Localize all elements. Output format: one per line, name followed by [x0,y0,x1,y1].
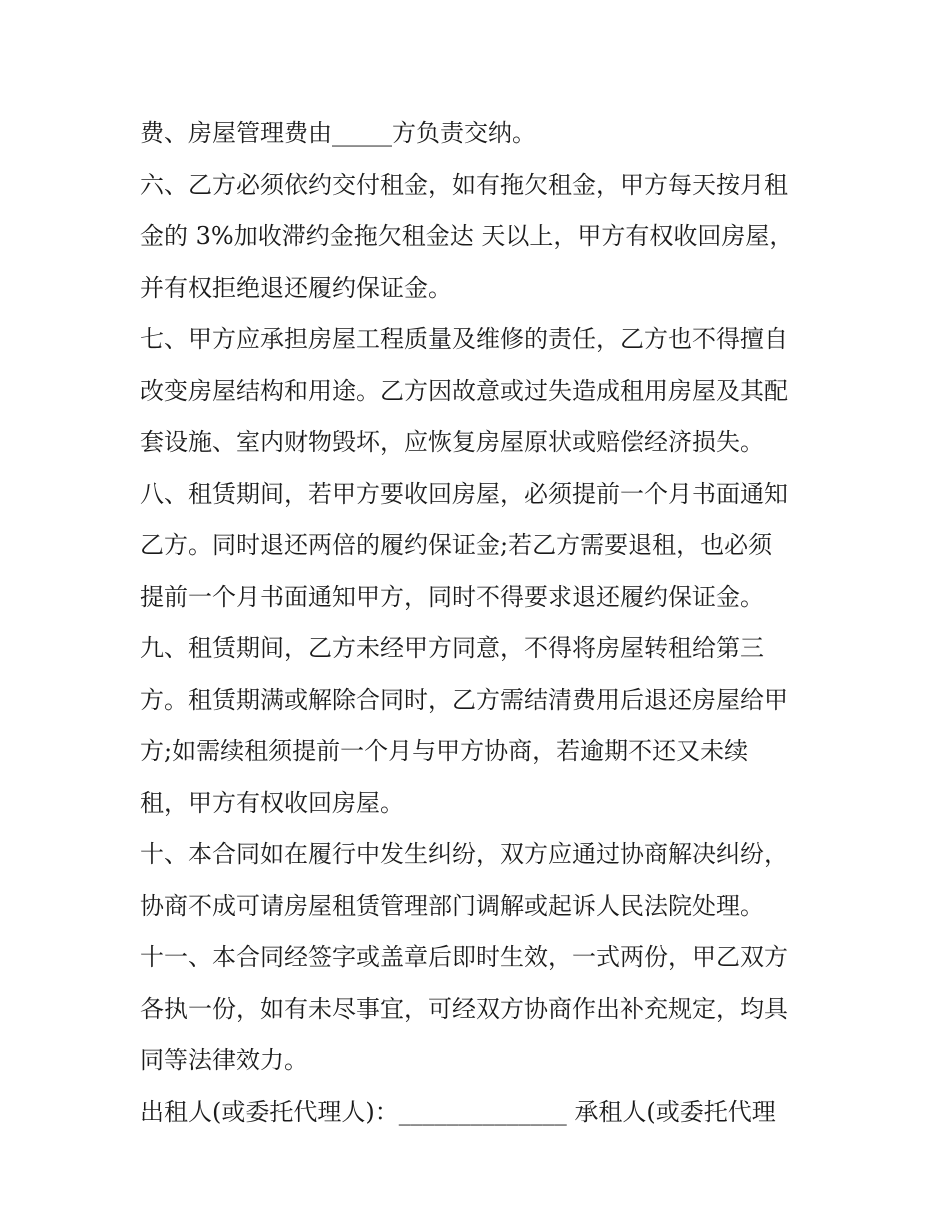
text-line: 十一、本合同经签字或盖章后即时生效，一式两份，甲乙双方 [140,943,788,971]
text-line: 租，甲方有权收回房屋。 [140,788,404,817]
contract-text [140,108,840,1138]
text-line: 金的 3%加收滞约金拖欠租金达 天以上，甲方有权收回房屋， [140,222,794,250]
text-line: 十、本合同如在履行中发生纠纷，双方应通过协商解决纠纷， [140,840,788,868]
text-line: 六、乙方必须依约交付租金，如有拖欠租金，甲方每天按月租 [140,170,788,199]
text-line: 方;如需续租须提前一个月与甲方协商，若逾期不还又未续 [140,737,749,765]
text-line: 同等法律效力。 [140,1046,308,1074]
text-line: 八、租赁期间，若甲方要收回房屋，必须提前一个月书面通知 [140,479,788,508]
text-line: 方。租赁期满或解除合同时，乙方需结清费用后退还房屋给甲 [140,685,788,714]
text-line: 套设施、室内财物毁坏，应恢复房屋原状或赔偿经济损失。 [140,428,764,456]
text-line: 七、甲方应承担房屋工程质量及维修的责任，乙方也不得擅自 [140,325,788,353]
signature-line: 出租人(或委托代理人)：______________ 承租人(或委托代理 [140,1097,776,1126]
text-line: 协商不成可请房屋租赁管理部门调解或起诉人民法院处理。 [140,891,764,920]
text-line: 各执一份，如有未尽事宜，可经双方协商作出补充规定，均具 [140,994,788,1023]
text-line: 提前一个月书面通知甲方，同时不得要求退还履约保证金。 [140,582,764,611]
text-line: 乙方。同时退还两倍的履约保证金;若乙方需要退租，也必须 [140,531,773,559]
text-line: 费、房屋管理费由_____方负责交纳。 [140,119,536,147]
text-line: 改变房屋结构和用途。乙方因故意或过失造成租用房屋及其配 [140,376,788,405]
text-line: 并有权拒绝退还履约保证金。 [140,273,452,302]
text-line: 九、租赁期间，乙方未经甲方同意，不得将房屋转租给第三 [140,634,764,662]
